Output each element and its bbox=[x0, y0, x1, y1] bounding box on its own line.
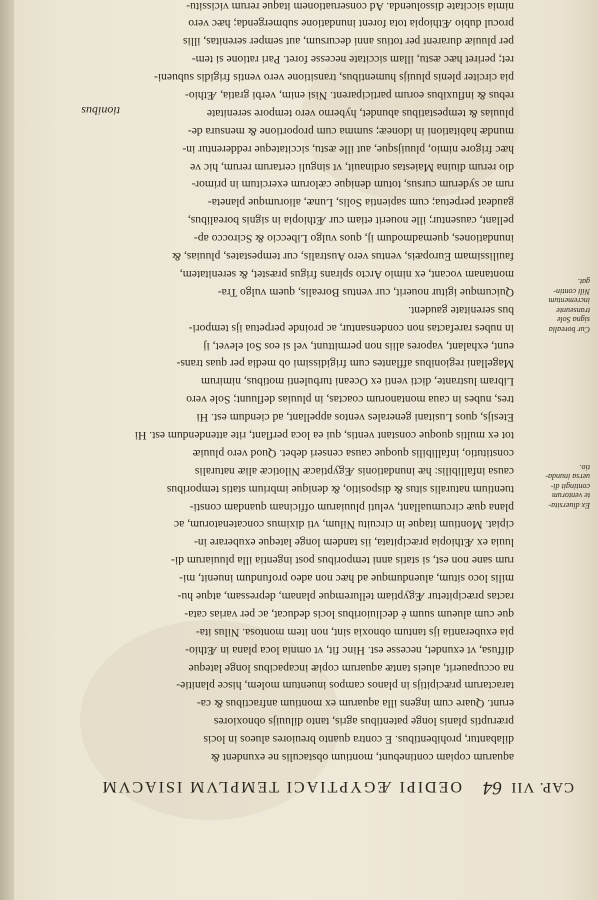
page-number: 64 bbox=[483, 777, 502, 798]
text-line: Etesijs, quos Lusitani generales ventos appellant, ad ciendum est. Hi bbox=[196, 411, 514, 425]
text-line: plana quæ circumuallant, veluti pluuiarum officinam quandam consti- bbox=[189, 500, 514, 514]
text-line: pluuias & tempestatibus abundet, hyberno vero tempore serenitate bbox=[206, 106, 514, 120]
text-line: taractarum præcipitijs in planos campos inuentum molem, hisce planitie- bbox=[176, 679, 514, 693]
text-line: pia exuberantia ijs tantum obnoxia sint, non item montosa. Nilus ita- bbox=[195, 625, 514, 639]
running-header bbox=[84, 771, 574, 798]
margin-note-line: transeunte bbox=[556, 306, 590, 315]
text-line: mundæ habitationi in idoneæ; summa cum proportione & mensura de- bbox=[187, 124, 514, 138]
text-line: milis loco situm, aluendumque ad hæc non adeo profundum inuenit, mi- bbox=[179, 572, 514, 586]
text-line: na occupauerit, alueis tantæ aquarum copiæ incapacibus longe lateque bbox=[188, 661, 514, 675]
text-line: rum ac syderum cursus, totum denique cælorum exercitum in primor- bbox=[191, 178, 514, 192]
margin-note-line: Cur borealia bbox=[548, 325, 590, 334]
text-line: aquarum copiam continebunt, montium obstaculis ne exundent & bbox=[210, 751, 514, 764]
text-line: gaudeat perpetua; cum sapientia Solis, Lunæ, aliorumque planeta- bbox=[207, 196, 514, 210]
margin-note-line: gat. bbox=[577, 277, 590, 287]
text-line: ret; periret hæc æstu, illam siccitate necesse foret. Pari ratione si tem- bbox=[191, 53, 514, 67]
text-line: Quicumque igitur nouerit, cur ventus Borealis, quem vulgo Tra- bbox=[217, 285, 514, 299]
text-line: procul dubio Æthiopia tota forent inundatione submergenda; hæc vero bbox=[188, 17, 514, 31]
margin-note-line: contingit di- bbox=[550, 482, 590, 491]
text-line: constitutio, infallibilis quoque causa censeri debet. Quod vero pluuiæ bbox=[192, 446, 514, 460]
margin-note-line: incrementum bbox=[548, 296, 590, 306]
text-line: eunt, exhalant, vapores aliis non permittunt, vel si eos Sol elevet, ij bbox=[203, 339, 514, 353]
text-line: tres, nubes in caua montanorum coactas, in pluuias defluunt; Sole vero bbox=[186, 393, 514, 407]
text-line: Magellani regionibus afflantes cum frigidissimi ob media per quas trans- bbox=[176, 357, 514, 371]
margin-note-line: signa Sole bbox=[556, 315, 590, 325]
margin-note-line: uersa inunda- bbox=[545, 472, 590, 482]
text-line: erunt. Quare cum ingens illa aquarum ex montium anfractibus & ca- bbox=[196, 697, 514, 711]
margin-note-line: tio. bbox=[579, 463, 590, 472]
text-line: nimia siccitate dissoluenda. Ad conseruationem itaque rerum vicissitu- bbox=[186, 0, 514, 13]
text-line: dio rerum diuina Maiestas ordinauit, vt singuli certarum rerum, hic ve bbox=[190, 160, 514, 174]
body-text bbox=[54, 0, 514, 766]
margin-note-line: Nili contin- bbox=[553, 287, 590, 296]
text-line: que cum alueum suum è decliuioribus locis deducat, ac per varias cata- bbox=[184, 607, 514, 621]
text-line: luuia ex Æthiopia præcipitata, iis tandem longe lateque exuberare in- bbox=[193, 536, 514, 550]
text-line: cipiat. Montium itaque in circuitu Nilum, vti diximus concatenatorum, ac bbox=[173, 518, 514, 532]
text-line: montanam vocant, ex nimio Arcto spirans frigus præstet, & serenitatem, bbox=[179, 267, 514, 281]
text-line: inundationes, quemadmodum ij, quos vulgo Libeccio & Scirocco ap- bbox=[193, 232, 514, 246]
running-title: OEDIPI ÆGYPTIACI TEMPLVM ISIACVM bbox=[100, 778, 462, 795]
margin-note-line: te ventorum bbox=[552, 491, 590, 501]
text-line: pellant, causentur; ille nouerit etiam cur Æthiopia in signis borealibus, bbox=[187, 214, 514, 228]
text-line: per pluuiæ durarent per totius anni decursum, aut semper serenitas, illis bbox=[183, 35, 514, 49]
chapter-label: CAP. VII bbox=[510, 779, 574, 795]
text-line: hæc frigore nimio, pluuijsque, aut ille æstu, siccitateque redderentur in- bbox=[182, 142, 514, 156]
text-line: bus serenitate gaudent. bbox=[408, 303, 514, 317]
text-line: dilabantur, prohibentibus. E contra quanto breuiores alueos in locis bbox=[203, 733, 514, 747]
text-line: præruptis planis longe patentibus agris, tanto diluuijs obnoxiores bbox=[213, 715, 514, 729]
text-line: causa infallibilis: hæ inundationis Ægyptiacæ Niloticæ aliæ naturalis bbox=[194, 464, 514, 478]
text-line: rebus & influxibus eorum participarent. Nisi enim, verbi gratia, Æthio- bbox=[184, 89, 514, 103]
text-line: fauilissimam Europæis, ventus vero Australis, cur tempestates, pluuias, & bbox=[172, 250, 514, 264]
catchword: tionibus bbox=[81, 104, 120, 118]
margin-note-line: Ex diuersita- bbox=[548, 501, 590, 510]
margin-note-winds bbox=[518, 463, 590, 511]
text-line: ractas præcipitetur Ægyptiam telluremque planam, depressam, atque hu- bbox=[177, 589, 514, 603]
margin-note-nile bbox=[518, 277, 590, 334]
text-line: diffusa, vt exundet, necesse est. Hinc fit, vt omnia loca plana in Æthio- bbox=[185, 643, 514, 657]
text-line: Libram lustrante, dicti venti ex Oceani turbulenti motibus, nimirum bbox=[201, 375, 514, 389]
text-line: tuentium naturalis situs & dispositio, & denique imbrium statis temporibus bbox=[166, 482, 514, 496]
text-line: rum sane non est, si statis anni temporibus post ingentia illa pluuiarum di- bbox=[171, 554, 514, 568]
text-line: pia circiter plenis pluuijs humentibus, transitione vero ventis frigidis subueni- bbox=[154, 71, 514, 85]
text-line: tot ex multis quoque constant ventis, qui ea loca perflant, rite attendendum est. Hi bbox=[134, 428, 514, 442]
text-line: in nubes rarefactas non condensantur, ac proinde perpetua ijs tempori- bbox=[188, 321, 514, 335]
